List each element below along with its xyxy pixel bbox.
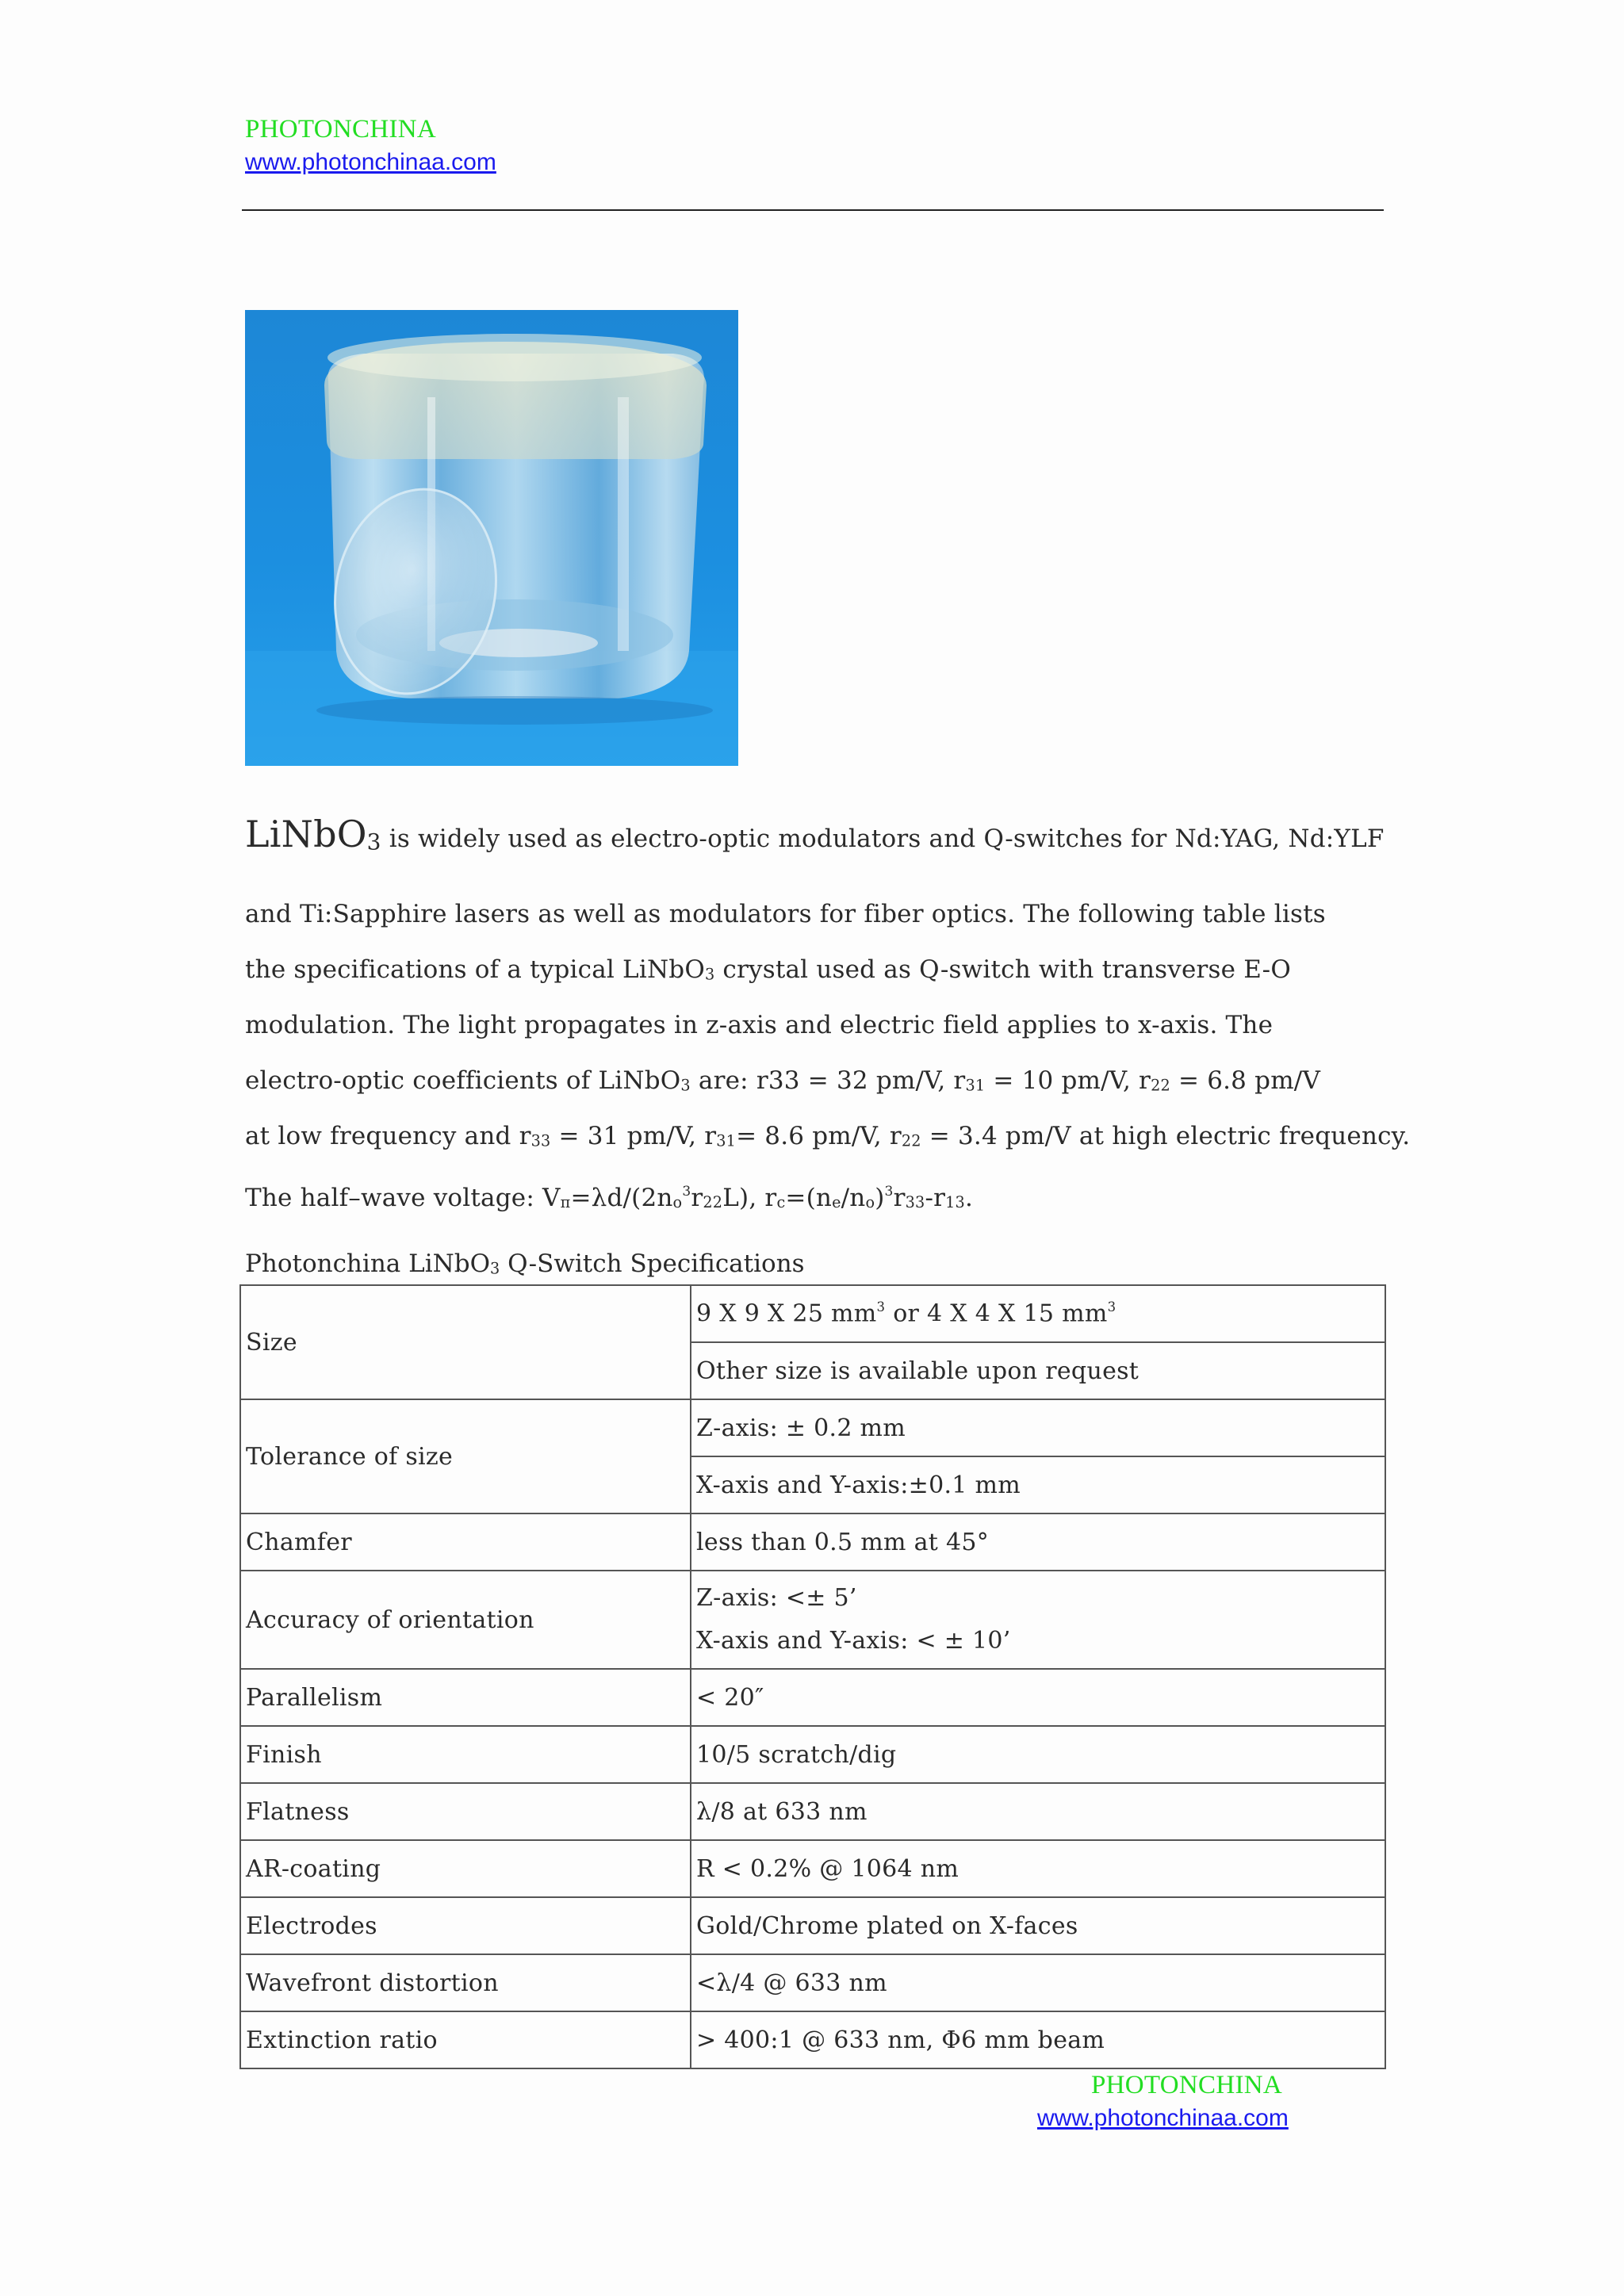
table-row bbox=[240, 1954, 1385, 2011]
footer-brand: PHOTONCHINA bbox=[1091, 2071, 1283, 2099]
spec-label-tolerance: Tolerance of size bbox=[240, 1399, 691, 1513]
spec-value: 10/5 scratch/dig bbox=[691, 1726, 1385, 1783]
table-row bbox=[240, 1399, 1385, 1456]
spec-label: AR-coating bbox=[240, 1840, 691, 1897]
table-caption: Photonchina LiNbO3 Q-Switch Specifications bbox=[245, 1249, 805, 1278]
spec-value: <λ/4 @ 633 nm bbox=[691, 1954, 1385, 2011]
spec-label: Flatness bbox=[240, 1783, 691, 1840]
intro-line-5: electro-optic coefficients of LiNbO3 are: r33 = 32 pm/V, r31 = 10 pm/V, r22 = 6.8 pm/V bbox=[245, 1066, 1321, 1095]
intro-line-7-formula: The half–wave voltage: $V\pi=\lambda d/(2no^3r22L)$, $rc=(ne/no)^3r33-r13$. bbox=[245, 1183, 974, 1212]
spec-label: Extinction ratio bbox=[240, 2011, 691, 2068]
spec-value-chamfer: less than 0.5 mm at 45° bbox=[691, 1513, 1385, 1571]
spec-value-size-1: 9 X 9 X 25 $mm^3$ or 4 X 4 X 15 $mm^3$ bbox=[691, 1285, 1385, 1342]
spec-label-size: Size bbox=[240, 1285, 691, 1399]
intro-line-1: LiNbO3 is widely used as electro-optic modulators and Q-switches for Nd:YAG, Nd:YLF bbox=[245, 813, 1385, 855]
spec-label-chamfer: Chamfer bbox=[240, 1513, 691, 1571]
spec-value: Gold/Chrome plated on X-faces bbox=[691, 1897, 1385, 1954]
table-row bbox=[240, 1897, 1385, 1954]
spec-value: > 400:1 @ 633 nm, Φ6 mm beam bbox=[691, 2011, 1385, 2068]
table-row bbox=[240, 1783, 1385, 1840]
intro-line-4: modulation. The light propagates in z-axis and electric field applies to x-axis. The bbox=[245, 1011, 1274, 1039]
footer-website-link[interactable]: www.photonchinaa.com bbox=[1037, 2105, 1289, 2131]
table-row bbox=[240, 1513, 1385, 1571]
spec-value: λ/8 at 633 nm bbox=[691, 1783, 1385, 1840]
spec-label: Parallelism bbox=[240, 1669, 691, 1726]
spec-value: < 20″ bbox=[691, 1669, 1385, 1726]
table-row bbox=[240, 1669, 1385, 1726]
compound-name: LiNbO bbox=[245, 813, 367, 855]
spec-label: Finish bbox=[240, 1726, 691, 1783]
table-row bbox=[240, 1285, 1385, 1342]
header-website-link[interactable]: www.photonchinaa.com bbox=[245, 149, 496, 175]
intro-line-3: the specifications of a typical LiNbO3 crystal used as Q-switch with transverse E-O bbox=[245, 955, 1291, 984]
spec-value-tolerance-1: Z-axis: ± 0.2 mm bbox=[691, 1399, 1385, 1456]
spec-value: R < 0.2% @ 1064 nm bbox=[691, 1840, 1385, 1897]
spec-value-tolerance-2: X-axis and Y-axis:±0.1 mm bbox=[691, 1456, 1385, 1513]
table-row bbox=[240, 1840, 1385, 1897]
spec-value-orientation: Z-axis: <± 5’ X-axis and Y-axis: < ± 10’ bbox=[691, 1571, 1385, 1669]
table-row bbox=[240, 1726, 1385, 1783]
intro-line-2: and Ti:Sapphire lasers as well as modulators for fiber optics. The following table lists bbox=[245, 900, 1326, 928]
spec-table bbox=[239, 1284, 1386, 2069]
product-photo bbox=[245, 310, 738, 766]
spec-label: Electrodes bbox=[240, 1897, 691, 1954]
header-divider bbox=[242, 209, 1384, 211]
intro-line-6: at low frequency and r33 = 31 pm/V, r31= 8.6 pm/V, r22 = 3.4 pm/V at high electric frequency. bbox=[245, 1122, 1411, 1150]
crystal-jar-illustration bbox=[245, 310, 738, 766]
header-brand: PHOTONCHINA bbox=[245, 115, 437, 144]
table-row bbox=[240, 1571, 1385, 1669]
table-row bbox=[240, 2011, 1385, 2068]
spec-value-size-2: Other size is available upon request bbox=[691, 1342, 1385, 1399]
spec-label: Wavefront distortion bbox=[240, 1954, 691, 2011]
spec-label-orientation: Accuracy of orientation bbox=[240, 1571, 691, 1669]
